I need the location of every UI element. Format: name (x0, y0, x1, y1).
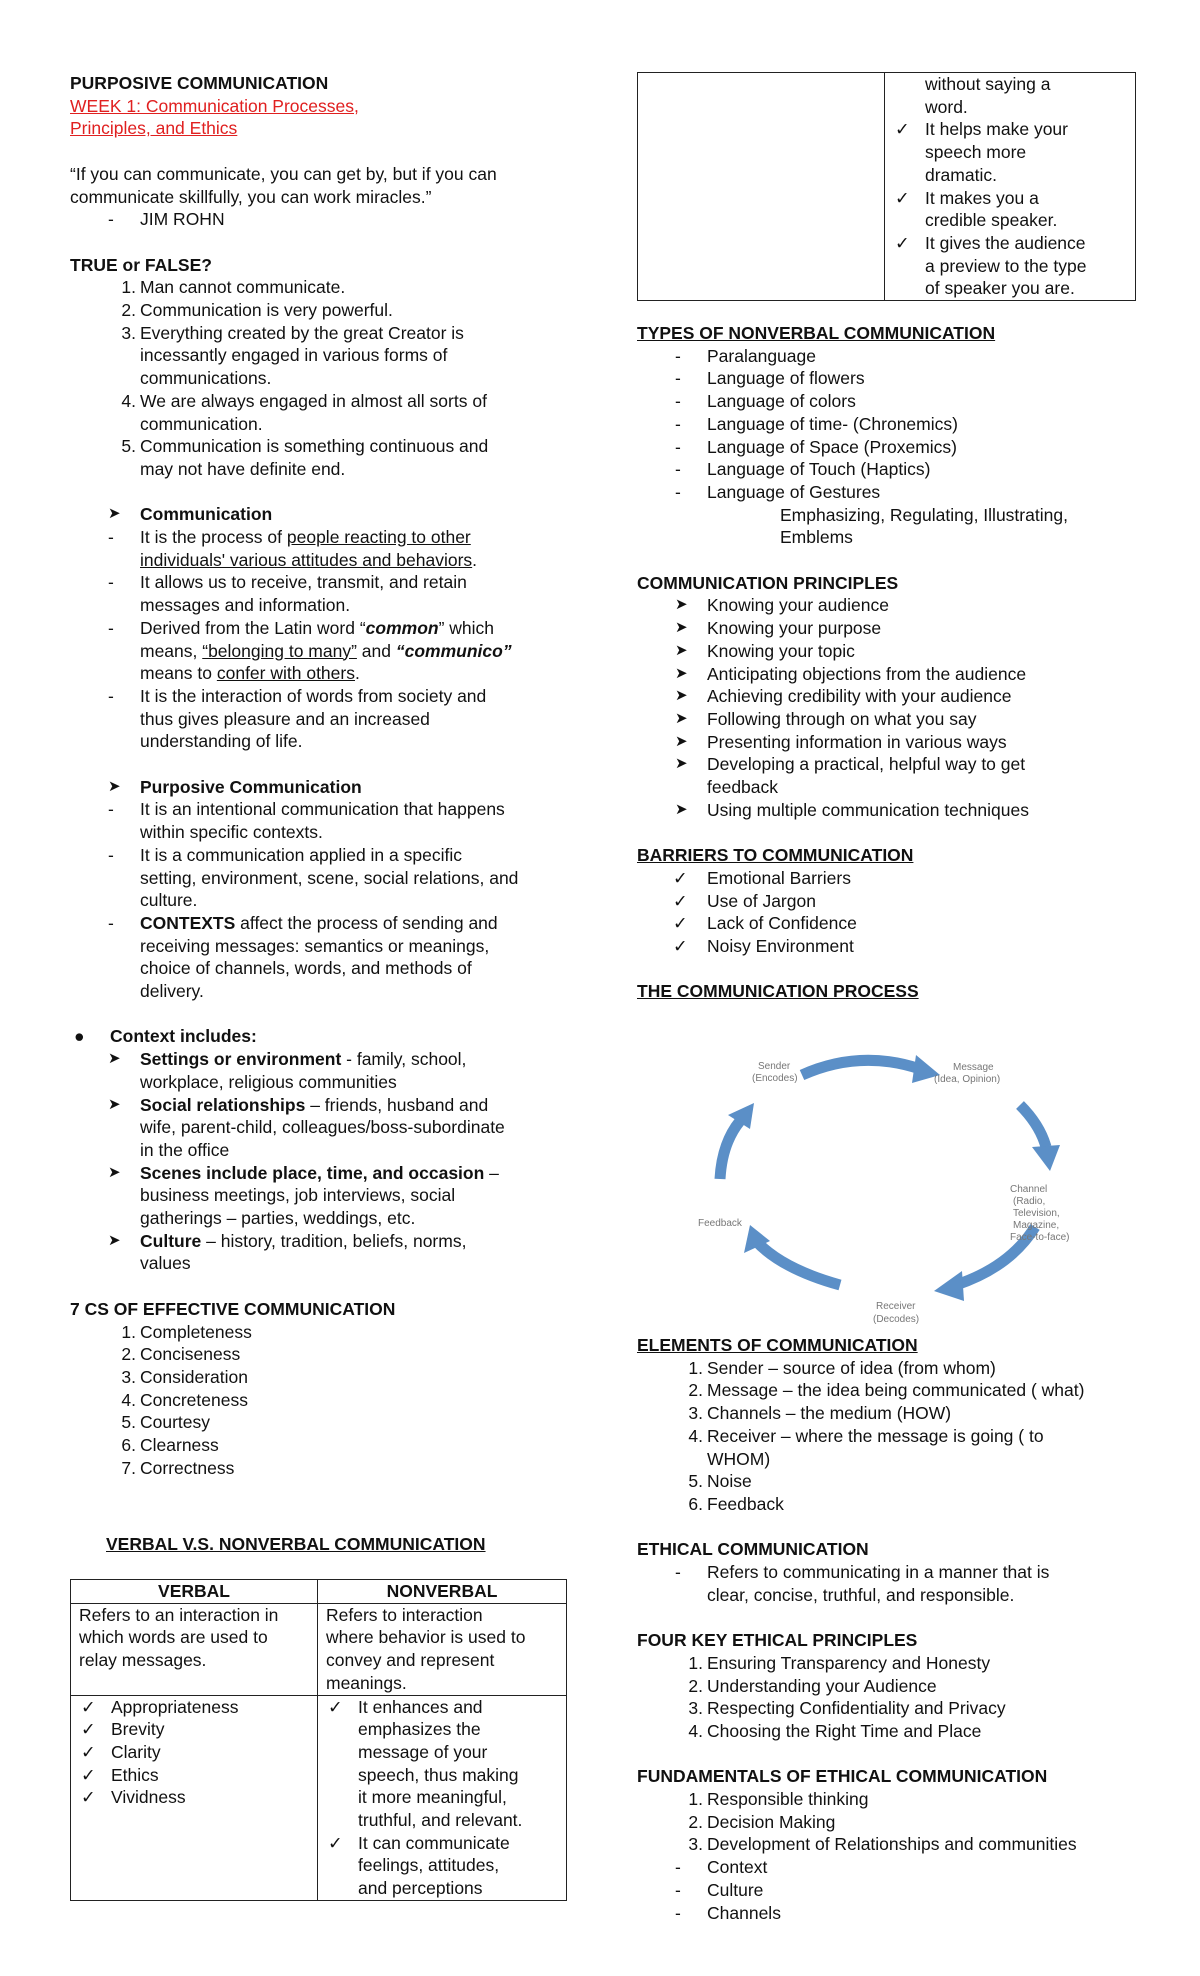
list-item: ➤ Knowing your purpose (637, 617, 1137, 640)
list-item: - Culture (675, 1879, 764, 1900)
label-sender-sub: (Encodes) (752, 1073, 798, 1084)
label-message: Message (953, 1062, 994, 1073)
list-item: - Language of Touch (Haptics) (675, 459, 931, 480)
list-item: 5. Courtesy (121, 1412, 211, 1433)
quote-line: “If you can communicate, you can get by, but if you can (70, 163, 497, 184)
arrow-sender-to-message (802, 1060, 920, 1075)
arrow-bullet-icon: ➤ (108, 1095, 121, 1113)
table-list-item: ✓ Brevity (81, 1719, 165, 1740)
context-heading: ● Context includes: (70, 1025, 570, 1048)
check-icon: ✓ (81, 1764, 96, 1785)
communication-heading: ➤ Communication (70, 503, 570, 526)
fundamentals-dash-list (637, 1856, 1137, 1924)
right-column-lower (637, 1334, 1137, 1924)
arrowhead (1032, 1145, 1060, 1171)
table-list-item: ✓ Ethics (81, 1764, 159, 1785)
list-item: - Language of time- (Chronemics) (675, 413, 958, 434)
label-channel-sub: (Radio, (1013, 1196, 1046, 1207)
list-item: 2. Understanding your Audience (688, 1675, 937, 1696)
check-icon: ✓ (81, 1741, 96, 1762)
list-item: ➤ Knowing your topic (637, 640, 1137, 663)
four-key-heading: FOUR KEY ETHICAL PRINCIPLES (637, 1630, 918, 1651)
list-item: ➤ Following through on what you say (637, 708, 1137, 731)
table-list-item: ✓ Appropriateness (81, 1696, 239, 1717)
table-row (71, 1695, 567, 1900)
list-item: 7. Correctness (121, 1457, 235, 1478)
true-false-list (70, 276, 570, 480)
table-header-nonverbal: NONVERBAL (318, 1580, 567, 1604)
list-item: 2. Message – the idea being communicated ( what) (688, 1380, 1085, 1401)
seven-cs-list (70, 1321, 570, 1480)
list-item: 2. Decision Making (688, 1811, 836, 1832)
list-item: - It is the process of people reacting to other individuals' various attitudes and behaviors. (108, 527, 478, 570)
arrow-bullet-icon: ➤ (108, 1050, 121, 1068)
arrow-bullet-icon: ➤ (675, 641, 688, 659)
list-item: - It is an intentional communication that happens within specific contexts. (108, 799, 505, 843)
check-icon: ✓ (673, 913, 688, 934)
check-icon: ✓ (673, 867, 688, 888)
list-item: ➤ Developing a practical, helpful way to get feedback (637, 753, 1137, 798)
table-list-item: without saying a word. (925, 74, 1051, 117)
table-list-item: ✓ It enhances and emphasizes the message of your speech, thus making it more meaningful, truthful, and relevant. (328, 1696, 523, 1831)
label-receiver: Receiver (876, 1301, 916, 1312)
bullet-icon: ● (74, 1026, 85, 1047)
verbal-table-section (70, 1533, 570, 1899)
arrowhead (934, 1271, 964, 1301)
list-item: 1. Ensuring Transparency and Honesty (688, 1652, 991, 1673)
list-item: 4. Concreteness (121, 1389, 248, 1410)
seven-cs-heading: 7 CS OF EFFECTIVE COMMUNICATION (70, 1298, 396, 1319)
right-column (637, 322, 1137, 1003)
four-key-list (637, 1652, 1137, 1743)
list-item: - It allows us to receive, transmit, and retain messages and information. (108, 572, 467, 616)
arrow-bullet-icon: ➤ (108, 1231, 121, 1249)
list-item: 6. Feedback (688, 1493, 784, 1514)
table-row: Refers to an interaction in which words are used to relay messages. Refers to interaction where behavior is used to convey and represent meanings. (71, 1603, 567, 1695)
list-item: - Context (675, 1857, 768, 1878)
label-channel-sub: Face-to-face) (1010, 1232, 1070, 1243)
table-list-item: ✓ It makes you a credible speaker. (895, 187, 1058, 231)
arrow-bullet-icon: ➤ (675, 596, 688, 614)
check-icon: ✓ (81, 1787, 96, 1808)
label-channel: Channel (1010, 1184, 1048, 1195)
table-row (638, 73, 1136, 301)
arrow-bullet-icon: ➤ (108, 777, 121, 795)
table-header-verbal: VERBAL (71, 1580, 318, 1604)
gestures-sub: Emblems (780, 527, 853, 548)
principles-list (637, 594, 1137, 821)
arrow-feedback-to-sender (720, 1121, 740, 1179)
list-item: 3. Respecting Confidentiality and Privacy (688, 1698, 1006, 1719)
verbal-nonverbal-table-continued (637, 72, 1136, 301)
list-item: - Language of Gestures (675, 481, 881, 502)
quote-author: - JIM ROHN (108, 209, 225, 230)
list-item: ✓ Emotional Barriers (637, 867, 1137, 890)
list-item: 3. Everything created by the great Creator is incessantly engaged in various forms of communications. (121, 322, 464, 389)
fundamentals-list (637, 1788, 1137, 1856)
list-item: ➤ Anticipating objections from the audience (637, 663, 1137, 686)
list-item: - Language of flowers (675, 368, 865, 389)
true-false-heading: TRUE or FALSE? (70, 254, 212, 275)
list-item: - Refers to communicating in a manner that is clear, concise, truthful, and responsible. (675, 1562, 1050, 1605)
list-item: 1. Sender – source of idea (from whom) (688, 1357, 996, 1378)
check-icon: ✓ (81, 1696, 96, 1717)
left-column (70, 72, 570, 1480)
nonverbal-types-list (637, 345, 1137, 504)
list-item: 6. Clearness (121, 1435, 219, 1456)
list-item: ➤ Social relationships – friends, husband and wife, parent-child, colleagues/boss-subordinate in the office (70, 1094, 570, 1162)
list-item: 3. Consideration (121, 1366, 248, 1387)
arrow-bullet-icon: ➤ (108, 1163, 121, 1181)
label-sender: Sender (758, 1061, 791, 1072)
list-item: - Language of Space (Proxemics) (675, 436, 957, 457)
list-item: - Channels (675, 1902, 781, 1923)
list-item: 1. Responsible thinking (688, 1789, 869, 1810)
check-icon: ✓ (328, 1832, 343, 1853)
elements-list (637, 1357, 1137, 1516)
arrow-bullet-icon: ➤ (675, 732, 688, 750)
list-item: 3. Development of Relationships and communities (688, 1834, 1077, 1855)
arrow-receiver-to-feedback (756, 1241, 840, 1285)
list-item: 4. Choosing the Right Time and Place (688, 1720, 982, 1741)
label-channel-sub: Television, (1013, 1208, 1060, 1219)
label-receiver-sub: (Decodes) (873, 1314, 920, 1325)
purposive-heading: ➤ Purposive Communication (70, 776, 570, 799)
arrow-bullet-icon: ➤ (675, 619, 688, 637)
arrow-bullet-icon: ➤ (675, 664, 688, 682)
list-item: - CONTEXTS affect the process of sending and receiving messages: semantics or meanings, choice of channels, words, and methods of delivery. (108, 912, 498, 1002)
list-item: ➤ Presenting information in various ways (637, 731, 1137, 754)
list-item: - Derived from the Latin word “common” which means, “belonging to many” and “communico” means to confer with others. (108, 617, 512, 684)
table-list-item: ✓ Clarity (81, 1741, 161, 1762)
list-item: - Language of colors (675, 391, 856, 412)
check-icon: ✓ (673, 935, 688, 956)
check-icon: ✓ (895, 232, 910, 253)
list-item: 4. Receiver – where the message is going ( to WHOM) (688, 1425, 1044, 1469)
check-icon: ✓ (895, 119, 910, 140)
list-item: - It is the interaction of words from society and thus gives pleasure and an increased understanding of life. (108, 685, 487, 752)
check-icon: ✓ (673, 890, 688, 911)
list-item: ✓ Lack of Confidence (637, 912, 1137, 935)
arrow-bullet-icon: ➤ (675, 755, 688, 773)
list-item: 2. Conciseness (121, 1344, 241, 1365)
list-item: 5. Communication is something continuous and may not have definite end. (121, 436, 489, 479)
list-item: ✓ Use of Jargon (637, 890, 1137, 913)
list-item: 2. Communication is very powerful. (121, 300, 393, 320)
list-item: ➤ Achieving credibility with your audience (637, 685, 1137, 708)
process-heading: THE COMMUNICATION PROCESS (637, 981, 919, 1002)
barriers-list (637, 867, 1137, 958)
list-item: - It is a communication applied in a specific setting, environment, scene, social relations, and culture. (108, 844, 519, 911)
elements-heading: ELEMENTS OF COMMUNICATION (637, 1335, 918, 1355)
week-title-line2: Principles, and Ethics (70, 118, 238, 139)
verbal-nonverbal-table (70, 1579, 567, 1901)
week-title-line1: WEEK 1: Communication Processes, (70, 95, 359, 116)
quote-line: communicate skillfully, you can work miracles.” (70, 186, 432, 207)
list-item: 4. We are always engaged in almost all sorts of communication. (121, 390, 487, 434)
arrow-bullet-icon: ➤ (675, 687, 688, 705)
barriers-heading: BARRIERS TO COMMUNICATION (637, 845, 914, 866)
list-item: ➤ Settings or environment - family, school, workplace, religious communities (70, 1048, 570, 1093)
list-item: 3. Channels – the medium (HOW) (688, 1403, 952, 1424)
list-item: ➤ Scenes include place, time, and occasion – business meetings, job interviews, social gatherings – parties, weddings, etc. (70, 1162, 570, 1230)
list-item: ➤ Knowing your audience (637, 594, 1137, 617)
check-icon: ✓ (895, 187, 910, 208)
table-list-item: ✓ Vividness (81, 1787, 186, 1808)
page-title: PURPOSIVE COMMUNICATION (70, 73, 329, 93)
list-item: 1. Man cannot communicate. (121, 277, 346, 298)
list-item: ✓ Noisy Environment (637, 935, 1137, 958)
check-icon: ✓ (81, 1719, 96, 1740)
table-list-item: ✓ It helps make your speech more dramatic. (895, 119, 1068, 185)
arrow-bullet-icon: ➤ (675, 709, 688, 727)
arrow-bullet-icon: ➤ (108, 505, 121, 523)
list-item: ➤ Using multiple communication techniques (637, 799, 1137, 822)
table-list-item: ✓ It can communicate feelings, attitudes, and perceptions (328, 1832, 510, 1899)
list-item: ➤ Culture – history, tradition, beliefs, norms, values (70, 1230, 570, 1275)
label-feedback: Feedback (698, 1218, 742, 1229)
nonverbal-types-heading: TYPES OF NONVERBAL COMMUNICATION (637, 323, 996, 343)
table-list-item: ✓ It gives the audience a preview to the type of speaker you are. (895, 232, 1087, 299)
arrow-message-to-channel (1020, 1105, 1046, 1147)
list-item: 1. Completeness (121, 1321, 252, 1342)
check-icon: ✓ (328, 1696, 343, 1717)
arrow-bullet-icon: ➤ (675, 800, 688, 818)
verbal-table-heading: VERBAL V.S. NONVERBAL COMMUNICATION (106, 1534, 486, 1554)
communication-process-diagram (690, 1040, 1130, 1340)
ethical-heading: ETHICAL COMMUNICATION (637, 1539, 869, 1560)
principles-heading: COMMUNICATION PRINCIPLES (637, 572, 899, 593)
fundamentals-heading: FUNDAMENTALS OF ETHICAL COMMUNICATION (637, 1766, 1048, 1787)
list-item: - Paralanguage (675, 345, 816, 366)
list-item: 5. Noise (688, 1471, 752, 1492)
gestures-sub: Emphasizing, Regulating, Illustrating, (780, 504, 1068, 525)
label-channel-sub: Magazine, (1013, 1220, 1060, 1231)
label-message-sub: (Idea, Opinion) (934, 1074, 1001, 1085)
